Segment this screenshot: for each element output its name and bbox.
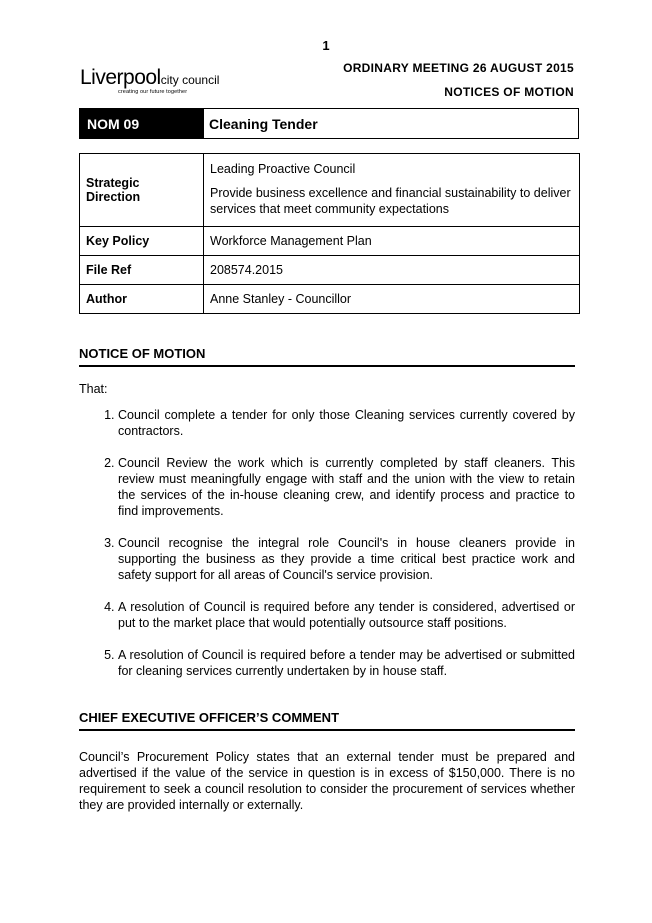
nom-code: NOM 09: [80, 109, 204, 138]
that-intro: That:: [79, 382, 108, 396]
strategic-direction-line1: Leading Proactive Council: [210, 162, 356, 176]
info-table: [79, 153, 580, 314]
logo-main-text: Liverpool: [80, 66, 161, 89]
file-ref-label: File Ref: [80, 256, 204, 285]
page-number: 1: [322, 38, 330, 53]
key-policy-label: Key Policy: [80, 227, 204, 256]
list-item: 4. A resolution of Council is required before any tender is considered, advertised or put to the market place that would potentially outsource staff positions.: [118, 599, 575, 631]
strategic-direction-line2: Provide business excellence and financial sustainability to deliver services that meet community expectations: [210, 186, 571, 216]
list-item: 1. Council complete a tender for only those Cleaning services currently covered by contractors.: [118, 407, 575, 439]
nom-title: Cleaning Tender: [209, 116, 318, 132]
ceo-comment-heading: CHIEF EXECUTIVE OFFICER’S COMMENT: [79, 710, 575, 731]
motion-list: [79, 407, 575, 695]
list-item: 5. A resolution of Council is required before a tender may be advertised or submitted for cleaning services currently undertaken by in house staff.: [118, 647, 575, 679]
meeting-header: [343, 61, 574, 99]
logo-small-text: city council: [160, 73, 220, 87]
table-row: [80, 285, 580, 314]
key-policy-value: Workforce Management Plan: [204, 227, 580, 256]
author-label: Author: [80, 285, 204, 314]
nom-title-bar: [79, 108, 579, 139]
table-row: [80, 227, 580, 256]
meeting-title: ORDINARY MEETING 26 AUGUST 2015: [343, 61, 574, 75]
strategic-direction-value: [204, 154, 580, 227]
ceo-comment-text: Council’s Procurement Policy states that an external tender must be prepared and advertised if the value of the service in question is in excess of $150,000. There is no requirement to seek a council resolution to consider the procurement of services whether they are provided internally or externally.: [79, 750, 575, 812]
table-row: [80, 256, 580, 285]
list-item: 2. Council Review the work which is currently completed by staff cleaners. This review must meaningfully engage with staff and the union with the view to retain the services of the in-house cleaning crew, and identify process and practice to find improvements.: [118, 455, 575, 519]
strategic-direction-label: Strategic Direction: [80, 154, 204, 227]
file-ref-value: 208574.2015: [204, 256, 580, 285]
table-row: [80, 154, 580, 227]
author-value: Anne Stanley - Councillor: [204, 285, 580, 314]
council-logo: [80, 68, 219, 95]
meeting-section: NOTICES OF MOTION: [444, 85, 574, 99]
notice-of-motion-heading: NOTICE OF MOTION: [79, 346, 575, 367]
list-item: 3. Council recognise the integral role Council's in house cleaners provide in supporting the business as they provide a time critical best practice work and safety support for all areas of Council's service provision.: [118, 535, 575, 583]
logo-tagline: creating our future together: [118, 89, 188, 95]
